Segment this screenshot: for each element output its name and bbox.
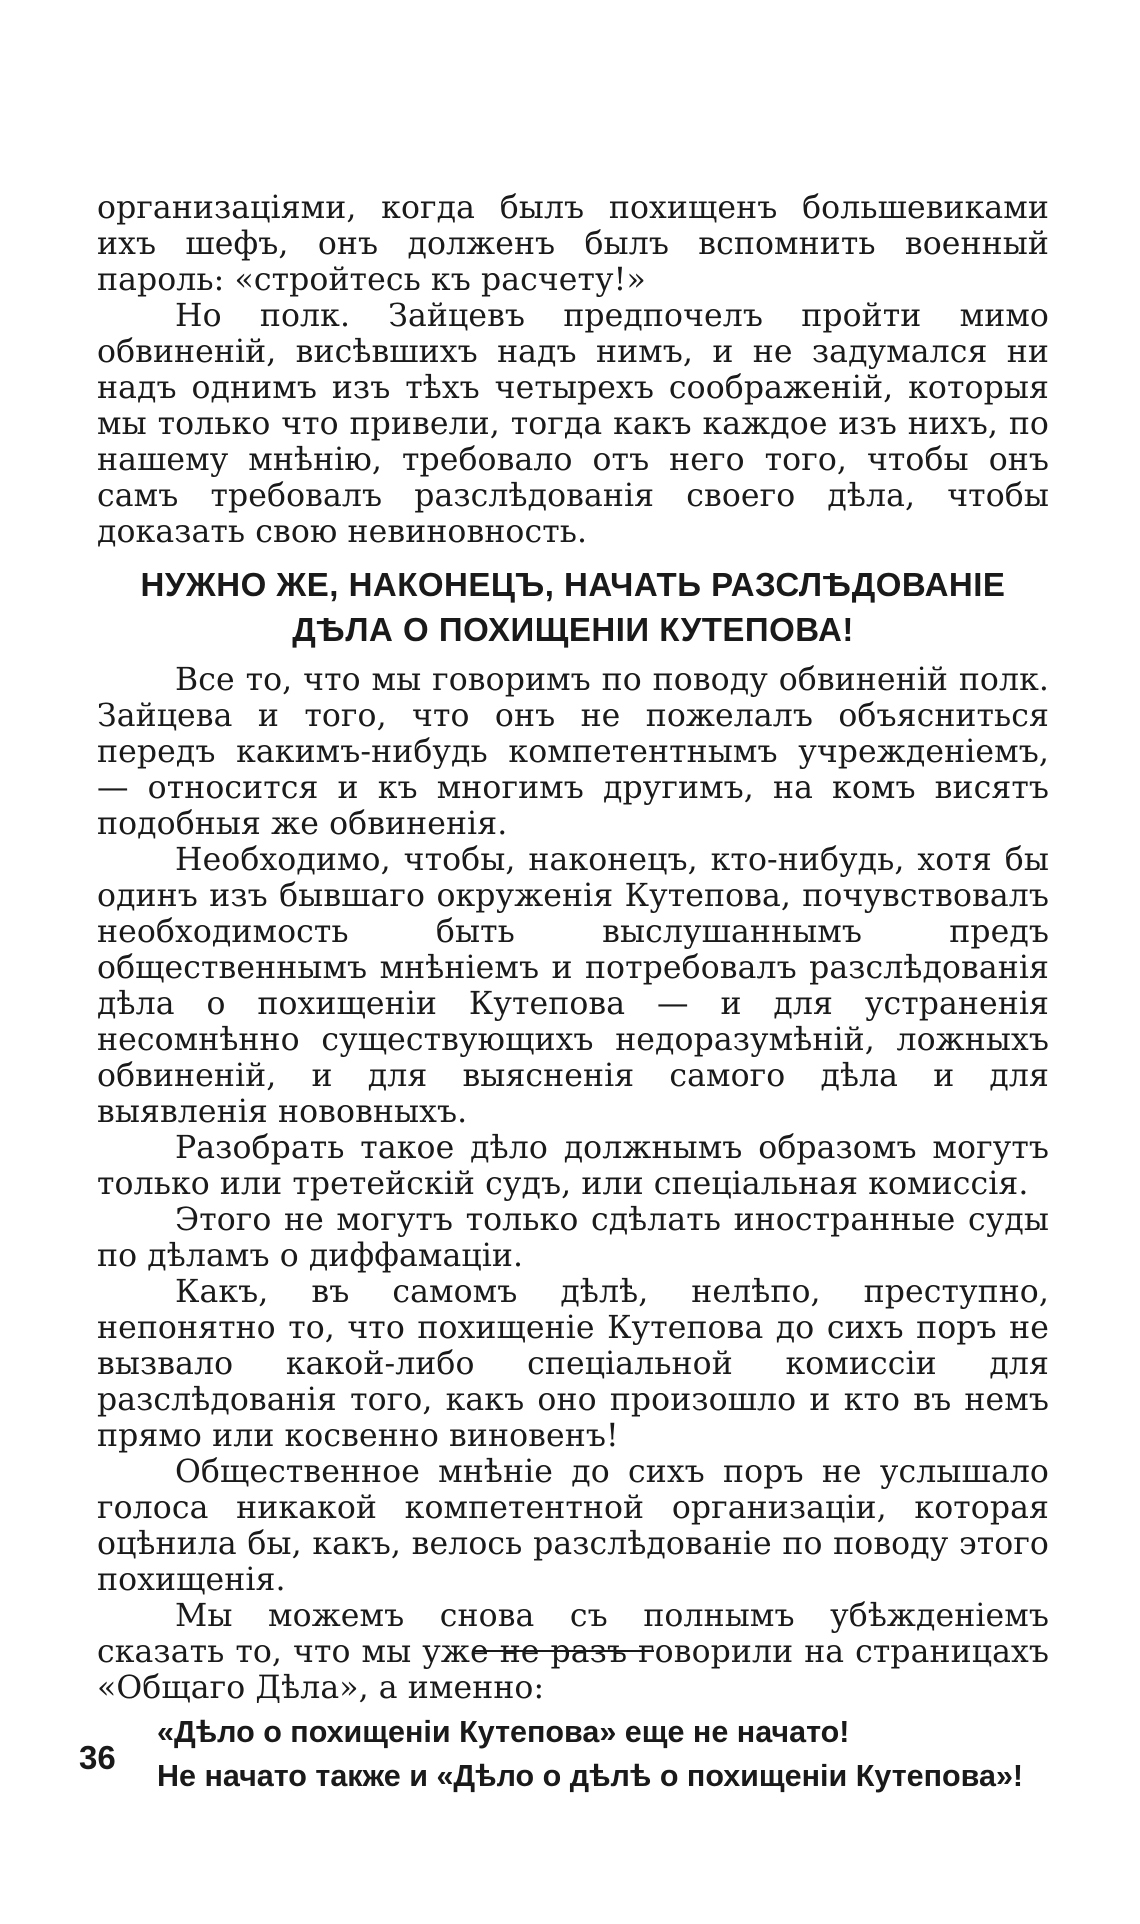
closing-statement-1: «Дѣло о похищеніи Кутепова» еще не начато! [157,1715,850,1749]
paragraph-2: Необходимо, чтобы, наконецъ, кто-нибудь, хотя бы одинъ изъ бывшаго окруженія Кутепова, почувствовалъ необходимость быть выслушаннымъ предъ общественнымъ мнѣніемъ и потребовалъ разслѣдованія дѣла о похищеніи Кутепова — и для устраненія несомнѣнно существующихъ недоразумѣній, ложныхъ обвиненій, и для выясненія самого дѣла и для выявленія нововныхъ. [97,842,1049,1130]
paragraph-1: Все то, что мы говоримъ по поводу обвиненій полк. Зайцева и того, что онъ не пожелалъ объясниться передъ какимъ-нибудь компетентнымъ учрежденіемъ, — относится и къ многимъ другимъ, на комъ висятъ подобныя же обвиненія. [97,662,1049,842]
page-number: 36 [79,1739,116,1776]
section-heading-line-2: ДѢЛА О ПОХИЩЕНІИ КУТЕПОВА! [292,611,854,648]
closing-statement-2: Не начато также и «Дѣло о дѣлѣ о похищеніи Кутепова»! [157,1759,1024,1793]
section-heading [97,562,1049,652]
paragraph-7: Мы можемъ снова съ полнымъ убѣжденіемъ сказать то, что мы уже не разъ говорили на страницахъ «Общаго Дѣла», а именно: [97,1598,1049,1706]
paragraph-6: Общественное мнѣніе до сихъ поръ не услышало голоса никакой компетентной организаціи, которая оцѣнила бы, какъ, велось разслѣдованіе по поводу этого похищенія. [97,1454,1049,1598]
page-text [97,190,1049,1798]
paragraph-zaitsev: Но полк. Зайцевъ предпочелъ пройти мимо обвиненій, висѣвшихъ надъ нимъ, и не задумался ни надъ однимъ изъ тѣхъ четырехъ соображеній, которыя мы только что привели, тогда какъ каждое изъ нихъ, по нашему мнѣнію, требовало отъ него того, чтобы онъ самъ требовалъ разслѣдованія своего дѣла, чтобы доказать свою невиновность. [97,298,1049,550]
paragraph-continuation: организаціями, когда былъ похищенъ большевиками ихъ шефъ, онъ долженъ былъ вспомнить военный пароль: «стройтесь къ расчету!» [97,190,1049,298]
paragraph-5: Какъ, въ самомъ дѣлѣ, нелѣпо, преступно, непонятно то, что похищеніе Кутепова до сихъ поръ не вызвало какой-либо спеціальной комиссіи для разслѣдованія того, какъ оно произошло и кто въ немъ прямо или косвенно виновенъ! [97,1274,1049,1454]
paragraph-4: Этого не могутъ только сдѣлать иностранные суды по дѣламъ о диффамаціи. [97,1202,1049,1274]
paragraph-3: Разобрать такое дѣло должнымъ образомъ могутъ только или третейскій судъ, или спеціальная комиссія. [97,1130,1049,1202]
section-heading-line-1: НУЖНО ЖЕ, НАКОНЕЦЪ, НАЧАТЬ РАЗСЛѢДОВАНІЕ [140,566,1006,603]
section-divider [474,1650,654,1652]
